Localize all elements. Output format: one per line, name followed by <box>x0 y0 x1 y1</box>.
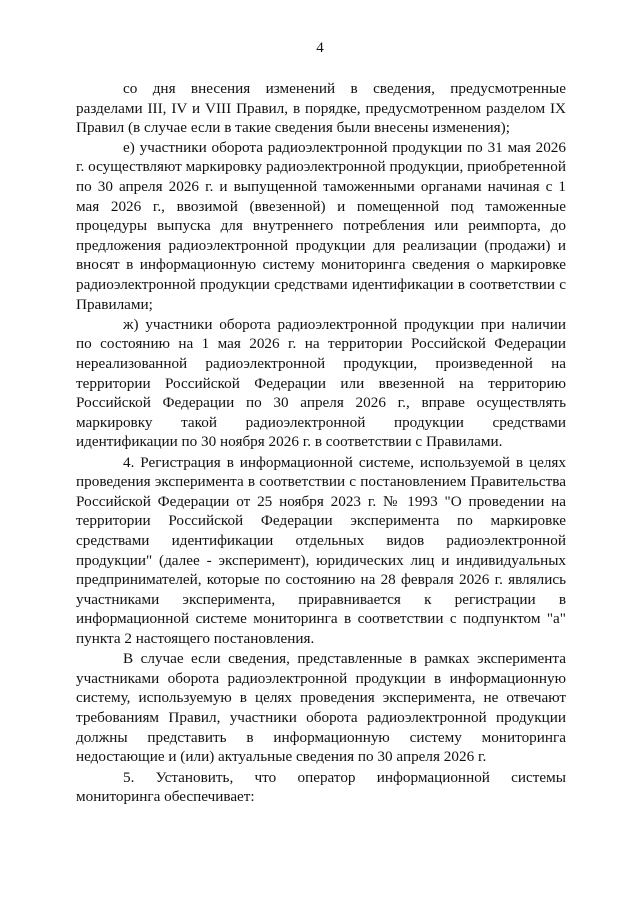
page-number: 4 <box>316 40 324 56</box>
paragraph-clause-4: 4. Регистрация в информационной системе, используемой в целях проведения эксперимента в соответствии с постановлением Правительства Российской Федерации от 25 ноября 2023 г. № 1993 "О проведении на территории Российской Федерации эксперимента по маркировке средствами идентификации отдельных видов радиоэлектронной продукции" (далее - эксперимент), юридических лиц и индивидуальных предпринимателей, которые по состоянию на 28 февраля 2026 г. являлись участниками эксперимента, приравнивается к регистрации в информационной системе мониторинга в соответствии с подпунктом "а" пункта 2 настоящего постановления. <box>76 453 566 647</box>
paragraph-item-e: е) участники оборота радиоэлектронной продукции по 31 мая 2026 г. осуществляют маркировку радиоэлектронной продукции, приобретенной по 30 апреля 2026 г. и выпущенной таможенными органами начиная с 1 мая 2026 г., ввозимой (ввезенной) и помещенной под таможенные процедуры выпуска для внутреннего потребления или реимпорта, до предложения радиоэлектронной продукции для реализации (продажи) и вносят в информационную систему мониторинга сведения о маркировке радиоэлектронной продукции средствами идентификации в соответствии с Правилами; <box>76 138 566 313</box>
paragraph-clause-5: 5. Установить, что оператор информационной системы мониторинга обеспечивает: <box>76 768 566 806</box>
document-body <box>76 79 566 807</box>
paragraph-clause-4-continued: В случае если сведения, представленные в рамках эксперимента участниками оборота радиоэлектронной продукции в информационную систему, используемую в целях проведения эксперимента, не отвечают требованиям Правил, участники оборота радиоэлектронной продукции должны представить в информационную систему мониторинга недостающие и (или) актуальные сведения по 30 апреля 2026 г. <box>76 650 566 766</box>
paragraph-continuation: со дня внесения изменений в сведения, предусмотренные разделами III, IV и VIII Правил, в порядке, предусмотренном разделом IX Правил (в случае если в такие сведения были внесены изменения); <box>76 80 566 137</box>
paragraph-item-zh: ж) участники оборота радиоэлектронной продукции при наличии по состоянию на 1 мая 2026 г. на территории Российской Федерации нереализованной радиоэлектронной продукции, произведенной на территории Российской Федерации или ввезенной на территорию Российской Федерации по 30 апреля 2026 г., вправе осуществлять маркировку такой радиоэлектронной продукции средствами идентификации по 30 ноября 2026 г. в соответствии с Правилами. <box>76 315 566 451</box>
